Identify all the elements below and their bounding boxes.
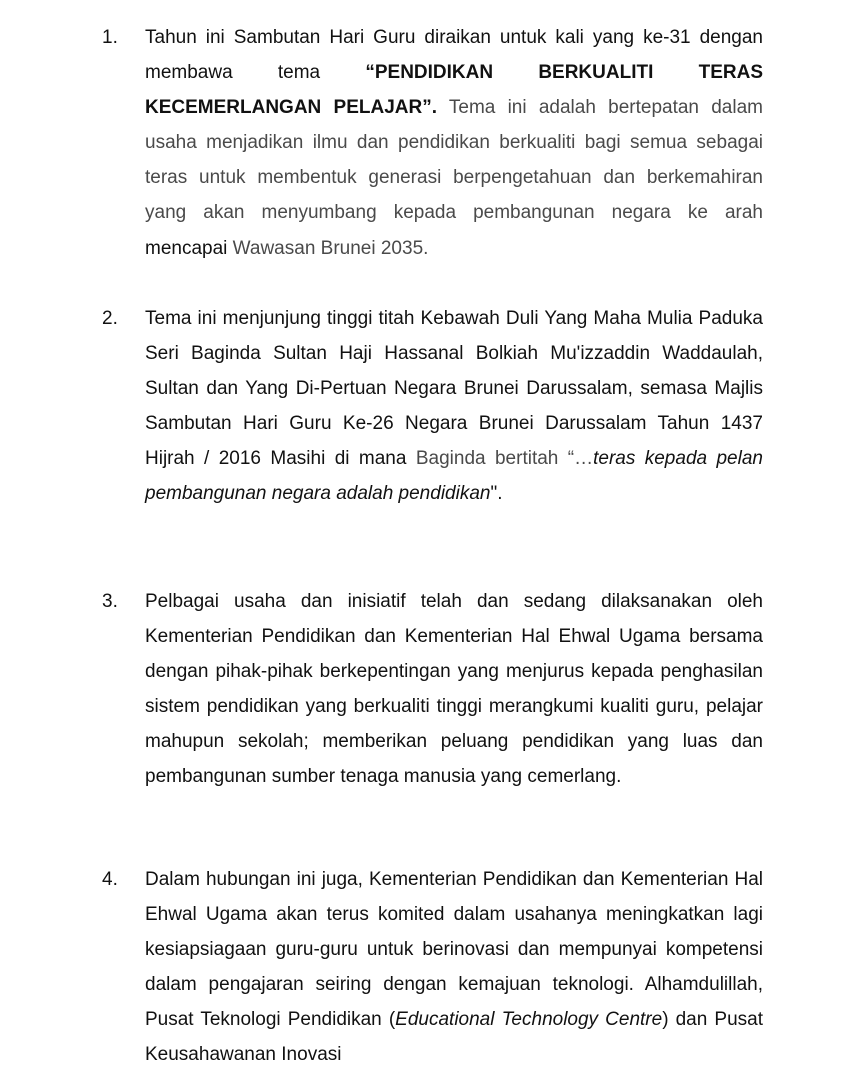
paragraph-text bbox=[145, 862, 763, 1073]
text-run: ". bbox=[490, 483, 503, 505]
text-run: mencapai bbox=[145, 237, 228, 259]
paragraph-text bbox=[145, 584, 763, 795]
paragraph-text bbox=[145, 20, 763, 266]
paragraph-number: 1. bbox=[102, 27, 118, 48]
text-run: ) dan Pusat Keusahawanan Inovasi bbox=[145, 1009, 764, 1066]
text-run: Tahun ini Sambutan Hari Guru diraikan untuk kali yang ke-31 dengan membawa tema bbox=[145, 27, 763, 84]
theme-bold-text: “PENDIDIKAN BERKUALITI TERAS KECEMERLANGAN PELAJAR”. bbox=[145, 62, 763, 119]
paragraph-number: 2. bbox=[102, 308, 118, 329]
text-run: Dalam hubungan ini juga, Kementerian Pendidikan dan Kementerian Hal Ehwal Ugama akan terus komited dalam usahanya meningkatkan lagi kesiapsiagaan guru-guru untuk berinovasi dan mempunyai kompetensi dalam pengajaran seiring dengan kemajuan teknologi. Alhamdulillah, Pusat Teknologi Pendidikan ( bbox=[145, 869, 763, 1031]
text-run: Baginda bertitah “… bbox=[415, 448, 594, 470]
text-run: Pelbagai usaha dan inisiatif telah dan sedang dilaksanakan oleh Kementerian Pendidikan dan Kementerian Hal Ehwal Ugama bersama dengan pihak-pihak berkepentingan yang menjurus kepada penghasilan sistem pendidikan yang berkualiti tinggi merangkumi kualiti guru, pelajar mahupun sekolah; memberikan peluang pendidikan yang luas dan pembangunan sumber tenaga manusia yang cemerlang. bbox=[145, 591, 763, 788]
paragraph-number: 4. bbox=[102, 869, 118, 890]
paragraph-number: 3. bbox=[102, 591, 118, 612]
text-run: Tema ini adalah bertepatan dalam usaha menjadikan ilmu dan pendidikan berkualiti bagi semua sebagai teras untuk membentuk generasi berpengetahuan dan berkemahiran yang akan menyumbang kepada pembangunan negara ke arah bbox=[145, 97, 763, 224]
quote-italic-text: teras kepada pelan pembangunan negara adalah pendidikan bbox=[145, 448, 763, 505]
text-run: Tema ini menjunjung tinggi titah Kebawah Duli Yang Maha Mulia Paduka Seri Baginda Sultan Haji Hassanal Bolkiah Mu'izzaddin Waddaulah, Sultan dan Yang Di-Pertuan Negara Brunei Darussalam, semasa Majlis Sambutan Hari Guru Ke-26 Negara Brunei Darussalam Tahun 1437 Hijrah / 2016 Masihi di mana bbox=[145, 308, 763, 470]
text-run: Wawasan Brunei 2035. bbox=[227, 237, 429, 259]
english-term-italic-text: Educational Technology Centre bbox=[395, 1009, 663, 1031]
paragraph-text bbox=[145, 301, 763, 512]
